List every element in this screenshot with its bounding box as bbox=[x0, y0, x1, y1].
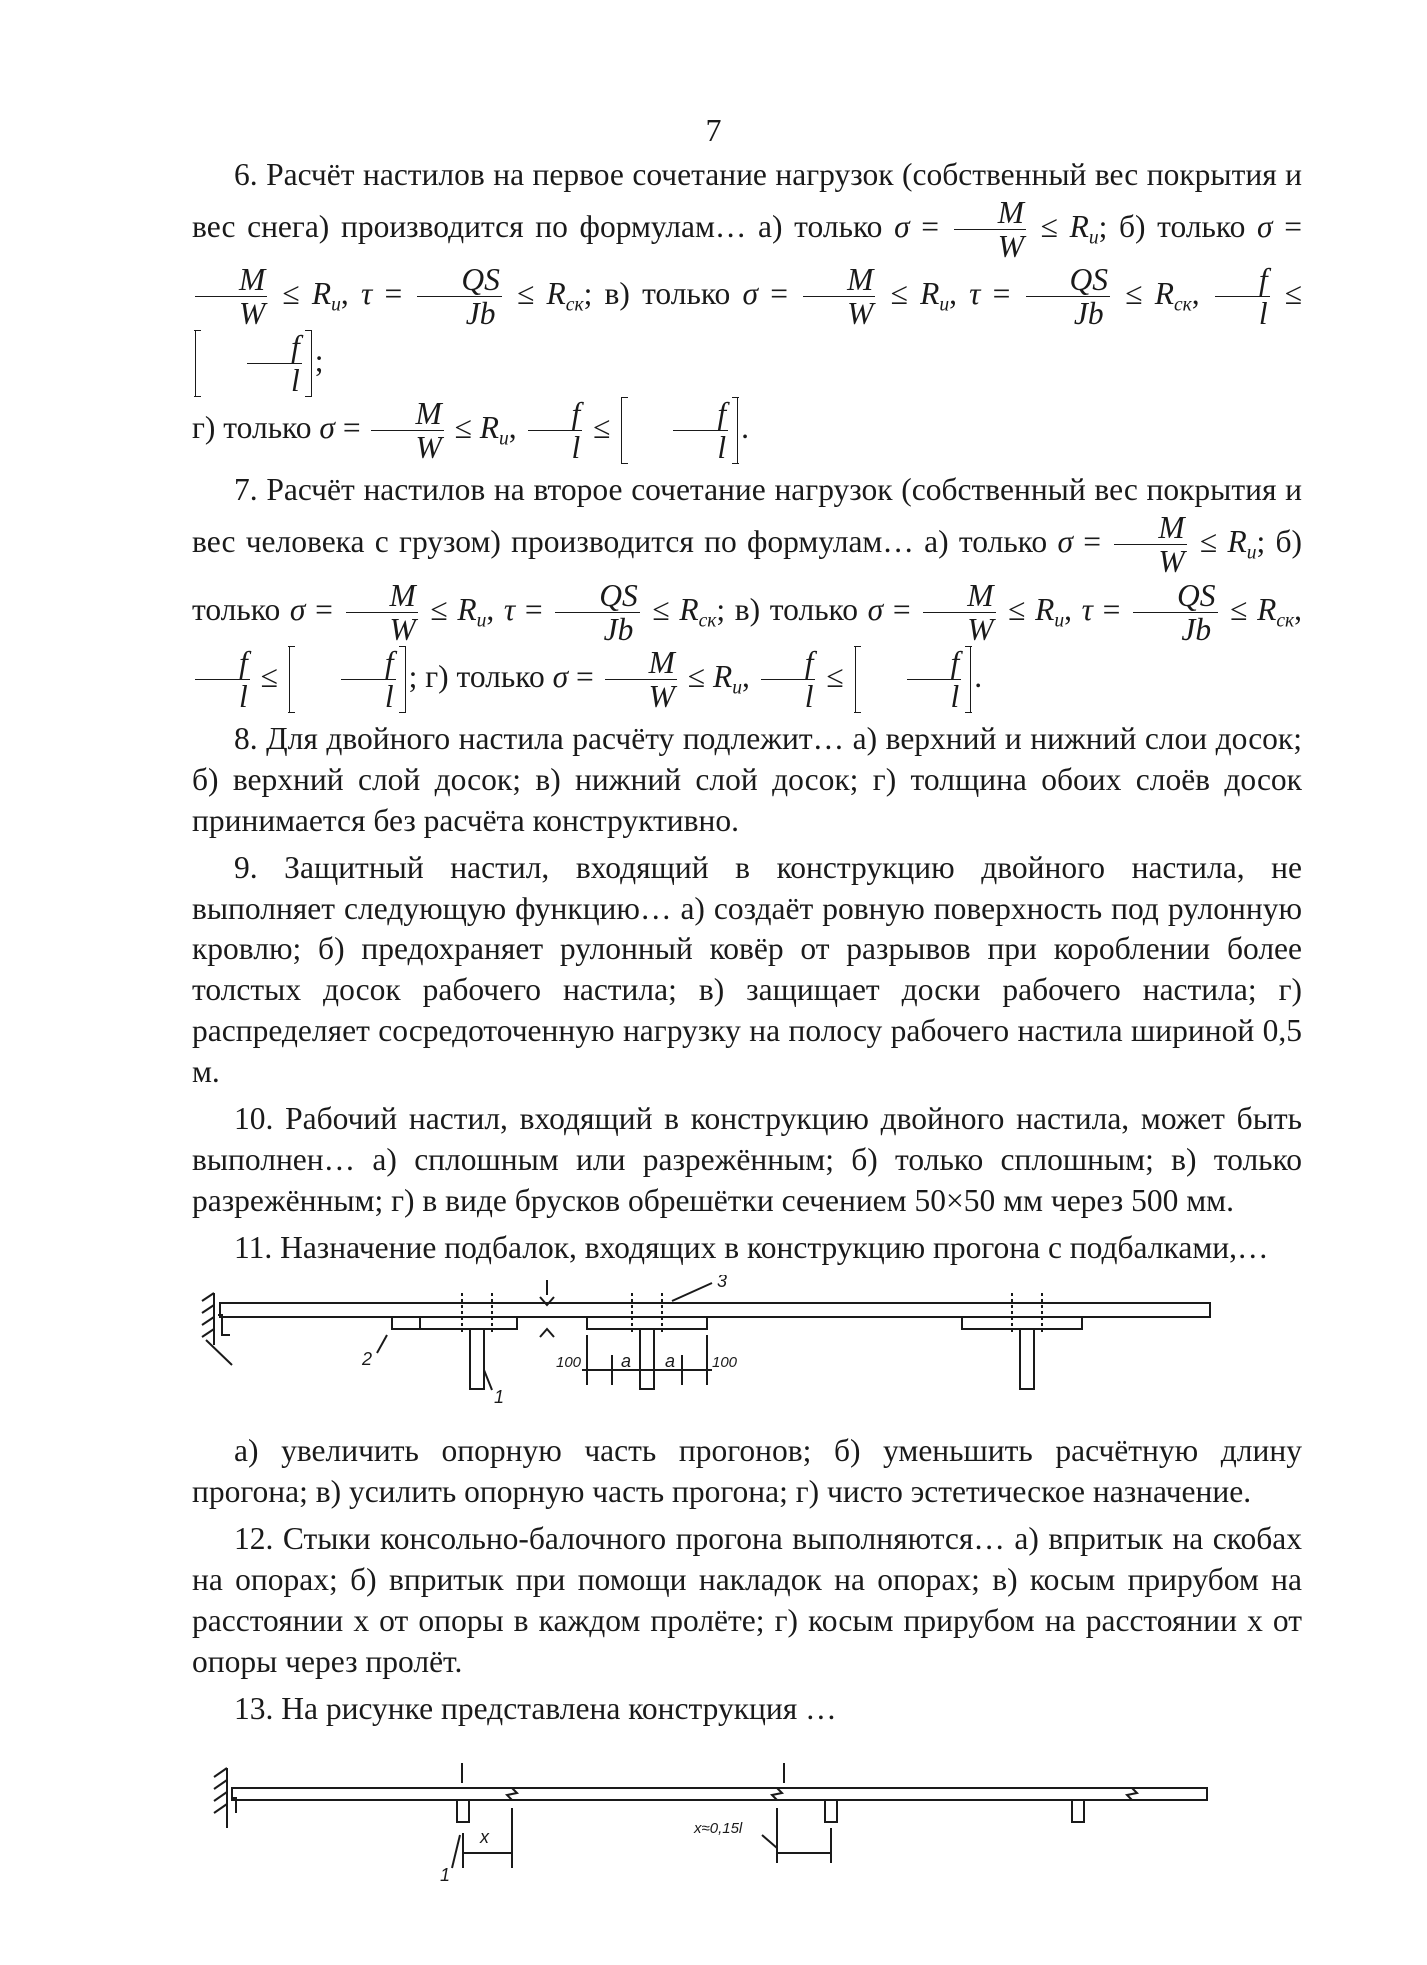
frac-den: l bbox=[247, 363, 302, 397]
q6-intro: 6. Расчёт настилов на первое сочетание нагрузок (собственный вес покрытия и вес снега) производится по формулам… а) только bbox=[192, 157, 1302, 244]
sym-comma: , bbox=[741, 658, 750, 694]
fraction-f-l bbox=[195, 646, 250, 713]
sym-le: ≤ bbox=[878, 275, 921, 311]
cantilever-purlin-drawing bbox=[172, 1753, 1252, 1893]
sym-le: ≤ bbox=[818, 658, 852, 694]
sym-comma: , bbox=[1191, 275, 1200, 311]
rafter-1 bbox=[470, 1329, 484, 1389]
frac-den: W bbox=[803, 296, 875, 330]
sym-comma: , bbox=[340, 275, 349, 311]
sym-sub-sk: ск bbox=[565, 294, 584, 316]
support-1 bbox=[457, 1800, 469, 1822]
sym-comma: , bbox=[1064, 591, 1073, 627]
sym-r: R bbox=[1035, 591, 1055, 627]
subbeam-3 bbox=[962, 1317, 1082, 1329]
sym-sigma: σ bbox=[552, 658, 569, 694]
question-12: 12. Стыки консольно-балочного прогона выполняются… а) впритык на скобах на опорах; б) впритык при помощи накладок на опорах; в) косым прирубом на расстоянии x от опоры в каждом пролёте; г) косым прирубом на расстоянии x от опоры через пролёт. bbox=[192, 1520, 1302, 1679]
sym-le: ≤ bbox=[420, 591, 458, 627]
sym-sub-sk: ск bbox=[698, 610, 717, 632]
fraction-f-l bbox=[907, 646, 962, 713]
sym-tau: τ bbox=[969, 275, 981, 311]
fraction-qs-jb bbox=[1026, 263, 1111, 330]
frac-num: QS bbox=[461, 262, 500, 298]
rafter-2 bbox=[640, 1329, 654, 1389]
purlin-beam bbox=[220, 1303, 1210, 1317]
sym-eq: = bbox=[515, 591, 553, 627]
sym-le: ≤ bbox=[270, 275, 312, 311]
frac-den: l bbox=[907, 679, 962, 713]
frac-num: M bbox=[967, 577, 994, 613]
fraction-f-l bbox=[528, 397, 583, 464]
figure-purlin-with-subbeams bbox=[172, 1275, 1302, 1421]
frac-num: QS bbox=[599, 577, 638, 613]
frac-den: l bbox=[673, 430, 728, 464]
dim-x: x bbox=[480, 1827, 489, 1848]
fraction-qs-jb bbox=[555, 579, 640, 646]
label-1: 1 bbox=[494, 1386, 505, 1407]
q7-option-g: ; г) только bbox=[408, 658, 545, 694]
frac-num: M bbox=[239, 262, 266, 298]
dim-a-left: a bbox=[621, 1350, 632, 1371]
answer-11-options: а) увеличить опорную часть прогонов; б) уменьшить расчётную длину прогона; в) усилить опорную часть прогона; г) чисто эстетическое назначение. bbox=[192, 1432, 1302, 1509]
q6-option-g: г) только bbox=[192, 410, 312, 446]
fraction-f-l bbox=[673, 397, 728, 464]
label-1: 1 bbox=[440, 1865, 451, 1886]
sym-eq: = bbox=[334, 410, 369, 446]
frac-den: Jb bbox=[1133, 612, 1218, 646]
frac-den: W bbox=[371, 430, 443, 464]
sym-le: ≤ bbox=[252, 658, 286, 694]
sym-eq: = bbox=[372, 275, 415, 311]
frac-num: QS bbox=[1069, 262, 1109, 298]
frac-num: M bbox=[997, 194, 1024, 230]
q7-intro: 7. Расчёт настилов на второе сочетание нагрузок (собственный вес покрытия и вес человека с грузом) производится по формулам… а) только bbox=[192, 472, 1302, 560]
sym-r: R bbox=[1154, 275, 1174, 311]
sym-le: ≤ bbox=[446, 410, 480, 446]
frac-den: Jb bbox=[417, 296, 502, 330]
fraction-m-w bbox=[803, 263, 875, 330]
dim-a-right: a bbox=[665, 1350, 676, 1371]
frac-num: f bbox=[804, 644, 814, 680]
sym-r: R bbox=[1257, 591, 1277, 627]
question-7 bbox=[192, 470, 1302, 712]
sym-sub-u: и bbox=[499, 428, 509, 450]
sym-eq: = bbox=[758, 275, 801, 311]
sym-eq: = bbox=[1072, 524, 1112, 560]
frac-num: M bbox=[389, 577, 416, 613]
sym-r: R bbox=[457, 591, 477, 627]
sym-eq: = bbox=[1092, 591, 1131, 627]
sym-r: R bbox=[679, 591, 699, 627]
sym-sigma: σ bbox=[867, 591, 884, 627]
q6-option-v: ; в) только bbox=[583, 275, 731, 311]
purlin-beam bbox=[232, 1788, 1207, 1800]
sym-period: . bbox=[974, 658, 983, 694]
frac-den: W bbox=[346, 612, 418, 646]
frac-den: W bbox=[605, 679, 677, 713]
fraction-m-w bbox=[346, 579, 418, 646]
sym-r: R bbox=[920, 275, 940, 311]
sym-eq: = bbox=[1272, 208, 1303, 244]
subbeam-2 bbox=[587, 1317, 707, 1329]
frac-den: l bbox=[341, 679, 396, 713]
sym-tau: τ bbox=[503, 591, 516, 627]
frac-num: f bbox=[1258, 262, 1268, 298]
sym-comma: , bbox=[486, 591, 495, 627]
frac-den: W bbox=[954, 229, 1026, 263]
fraction-f-l bbox=[1215, 263, 1270, 330]
sym-eq: = bbox=[568, 658, 602, 694]
sym-comma: , bbox=[949, 275, 957, 311]
sym-sub-sk: ск bbox=[1173, 294, 1192, 316]
sym-le: ≤ bbox=[642, 591, 680, 627]
fraction-m-w bbox=[923, 579, 995, 646]
frac-num: M bbox=[1158, 510, 1185, 546]
sym-eq: = bbox=[980, 275, 1023, 311]
subbeam-1 bbox=[392, 1317, 517, 1329]
q7-option-v: ; в) только bbox=[716, 591, 859, 627]
frac-num: f bbox=[291, 329, 300, 365]
page-number: 7 bbox=[705, 112, 722, 148]
question-8: 8. Для двойного настила расчёту подлежит… а) верхний и нижний слои досок; б) верхний слой досок; в) нижний слой досок; г) толщина обоих слоёв досок принимается без расчёта конструктивно. bbox=[192, 720, 1302, 838]
frac-num: M bbox=[648, 644, 675, 680]
sym-sub-u: и bbox=[732, 677, 742, 699]
label-2: 2 bbox=[362, 1348, 373, 1369]
dim-100-left: 100 bbox=[556, 1353, 582, 1371]
bracket-limit bbox=[195, 330, 312, 397]
purlin-subbeam-drawing bbox=[172, 1275, 1252, 1410]
joint-3 bbox=[1127, 1788, 1137, 1800]
sym-tau: τ bbox=[360, 275, 373, 311]
sym-r: R bbox=[1069, 208, 1089, 244]
sym-eq: = bbox=[909, 208, 951, 244]
fraction-qs-jb bbox=[417, 263, 502, 330]
sym-le: ≤ bbox=[1113, 275, 1155, 311]
sym-le: ≤ bbox=[1272, 275, 1303, 311]
frac-num: f bbox=[239, 644, 248, 680]
frac-num: f bbox=[571, 396, 581, 432]
frac-num: f bbox=[384, 644, 394, 680]
q7-option-b: ; б) только bbox=[192, 524, 1303, 627]
sym-le: ≤ bbox=[1189, 524, 1228, 560]
sym-sub-u: и bbox=[1246, 543, 1257, 564]
sym-r: R bbox=[311, 275, 332, 311]
sym-sub-u: и bbox=[1088, 227, 1099, 249]
sym-r: R bbox=[546, 275, 566, 311]
sym-sub-u: и bbox=[331, 294, 341, 316]
sym-sigma: σ bbox=[289, 591, 306, 627]
frac-den: Jb bbox=[1026, 296, 1111, 330]
sym-r: R bbox=[479, 410, 499, 446]
sym-semicolon: ; bbox=[314, 342, 324, 378]
frac-den: Jb bbox=[555, 612, 640, 646]
sym-r: R bbox=[1227, 524, 1247, 560]
frac-den: W bbox=[923, 612, 995, 646]
sym-le: ≤ bbox=[679, 658, 713, 694]
sym-le: ≤ bbox=[998, 591, 1036, 627]
bracket-limit bbox=[621, 397, 738, 464]
sym-le: ≤ bbox=[1028, 208, 1070, 244]
sym-r: R bbox=[712, 658, 733, 694]
sym-le: ≤ bbox=[1220, 591, 1258, 627]
joint-2 bbox=[772, 1788, 782, 1800]
sym-sigma: σ bbox=[1257, 208, 1273, 244]
fraction-m-w bbox=[954, 196, 1026, 263]
question-9: 9. Защитный настил, входящий в конструкцию двойного настила, не выполняет следующую функцию… а) создаёт ровную поверхность под рулонную кровлю; б) предохраняет рулонный ковёр от разрывов при короблении более толстых досок рабочего настила; в) защищает доски рабочего настила; г) распределяет сосредоточенную нагрузку на полосу рабочего настила шириной 0,5 м. bbox=[192, 849, 1302, 1090]
frac-num: QS bbox=[1177, 577, 1216, 613]
dim-x-approx: x≈0,15l bbox=[694, 1820, 743, 1838]
sym-eq: = bbox=[883, 591, 921, 627]
frac-den: W bbox=[1114, 544, 1186, 578]
frac-num: f bbox=[717, 396, 727, 432]
support-2 bbox=[825, 1800, 837, 1822]
rafter-3 bbox=[1020, 1329, 1034, 1389]
page-content bbox=[192, 155, 1302, 1904]
frac-den: l bbox=[761, 679, 816, 713]
sym-sub-u: и bbox=[476, 610, 487, 632]
sym-sigma: σ bbox=[1057, 524, 1073, 560]
dim-100-right: 100 bbox=[712, 1353, 738, 1371]
sym-le: ≤ bbox=[585, 410, 619, 446]
sym-sigma: σ bbox=[319, 410, 335, 446]
sym-sigma: σ bbox=[894, 208, 910, 244]
question-6 bbox=[192, 155, 1302, 464]
figure-cantilever-purlin bbox=[172, 1753, 1302, 1904]
fraction-f-l bbox=[761, 646, 816, 713]
fraction-m-w bbox=[195, 263, 267, 330]
sym-tau: τ bbox=[1081, 591, 1093, 627]
fraction-f-l bbox=[247, 330, 302, 397]
sym-comma: , bbox=[508, 410, 517, 446]
sym-sub-u: и bbox=[939, 294, 950, 316]
frac-num: f bbox=[950, 644, 960, 680]
sym-sigma: σ bbox=[742, 275, 759, 311]
frac-num: M bbox=[415, 396, 442, 432]
question-10: 10. Рабочий настил, входящий в конструкцию двойного настила, может быть выполнен… а) сплошным или разрежённым; б) только сплошным; в) только разрежённым; г) в виде брусков обрешётки сечением 50×50 мм через 500 мм. bbox=[192, 1101, 1302, 1219]
sym-sub-u: и bbox=[1054, 610, 1065, 632]
frac-den: l bbox=[1215, 296, 1270, 330]
sym-sub-sk: ск bbox=[1276, 610, 1295, 632]
fraction-f-l bbox=[341, 646, 396, 713]
fraction-m-w bbox=[371, 397, 443, 464]
frac-den: l bbox=[195, 679, 250, 713]
frac-den: l bbox=[528, 430, 583, 464]
joint-1 bbox=[507, 1788, 517, 1800]
fraction-qs-jb bbox=[1133, 579, 1218, 646]
sym-comma: , bbox=[1294, 591, 1303, 627]
support-3 bbox=[1072, 1800, 1084, 1822]
question-13: 13. На рисунке представлена конструкция … bbox=[234, 1690, 837, 1726]
fraction-m-w bbox=[1114, 511, 1186, 578]
fraction-m-w bbox=[605, 646, 677, 713]
label-3: 3 bbox=[717, 1274, 728, 1291]
frac-num: M bbox=[847, 262, 874, 298]
sym-eq: = bbox=[305, 591, 343, 627]
q6-option-b: ; б) только bbox=[1098, 208, 1246, 244]
sym-le: ≤ bbox=[504, 275, 547, 311]
question-11: 11. Назначение подбалок, входящих в конструкцию прогона с подбалками,… bbox=[234, 1230, 1269, 1265]
frac-den: W bbox=[195, 296, 267, 330]
bracket-limit bbox=[855, 646, 972, 713]
sym-period: . bbox=[741, 410, 749, 446]
bracket-limit bbox=[289, 646, 406, 713]
